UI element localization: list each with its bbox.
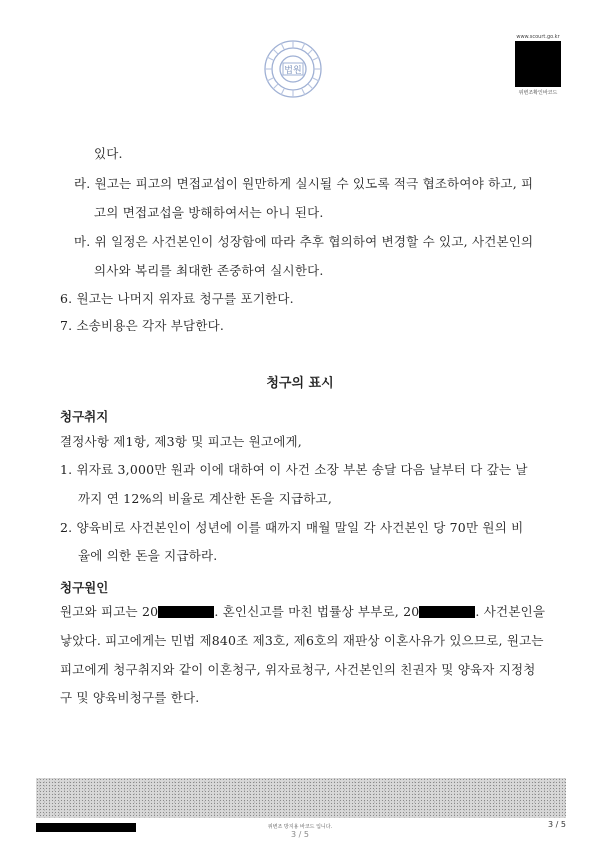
page-number-center: 3 / 5 [291, 830, 309, 839]
claim-line: 결정사항 제1항, 제3항 및 피고는 원고에게, [60, 434, 302, 449]
body-line: 6. 원고는 나머지 위자료 청구를 포기한다. [60, 291, 294, 306]
footer-note: 위변조 방지용 바코드 입니다. [267, 824, 333, 830]
claim-line: 2. 양육비로 사건본인이 성년에 이를 때까지 매월 말일 각 사건본인 당 70만 원의 비 [60, 520, 524, 535]
cause-line [60, 604, 545, 620]
cause-line: 구 및 양육비청구를 한다. [60, 690, 200, 705]
body-line: 라. 원고는 피고의 면접교섭이 원만하게 실시될 수 있도록 적극 협조하여야 하고, 피 [74, 176, 534, 191]
claim-cause-heading: 청구원인 [60, 580, 109, 595]
claim-line: 1. 위자료 3,000만 원과 이에 대하여 이 사건 소장 부본 송달 다음 날부터 다 갚는 날 [60, 462, 528, 477]
anti-forgery-barcode [36, 778, 566, 818]
court-emblem [262, 38, 324, 100]
verification-qr-code [515, 41, 561, 87]
qr-url: www.scourt.go.kr [516, 34, 560, 40]
redaction-box [419, 606, 475, 618]
body-line: 고의 면접교섭을 방해하여서는 아니 된다. [94, 205, 324, 220]
cause-text: . 사건본인을 [475, 604, 546, 619]
claim-line: 까지 연 12%의 비율로 계산한 돈을 지급하고, [78, 491, 332, 506]
emblem-label: 법원 [284, 66, 302, 76]
cause-text: 원고와 피고는 20 [60, 604, 159, 619]
body-line: 있다. [94, 146, 123, 161]
cause-line: 피고에게 청구취지와 같이 이혼청구, 위자료청구, 사건본인의 친권자 및 양육자 지정청 [60, 662, 536, 677]
cause-line: 낳았다. 피고에게는 민법 제840조 제3호, 제6호의 재판상 이혼사유가 있으므로, 원고는 [60, 633, 544, 648]
body-line: 7. 소송비용은 각자 부담한다. [60, 318, 225, 333]
claim-purpose-heading: 청구취지 [60, 409, 109, 424]
page-number: 3 / 5 [548, 820, 566, 829]
redaction-box [158, 606, 214, 618]
body-line: 마. 위 일정은 사건본인이 성장함에 따라 추후 협의하여 변경할 수 있고, 사건본인의 [74, 234, 534, 249]
body-line: 의사와 복리를 최대한 존중하여 실시한다. [94, 263, 324, 278]
cause-text: . 혼인신고를 마친 법률상 부부로, 20 [214, 604, 420, 619]
section-title: 청구의 표시 [266, 376, 334, 391]
claim-line: 율에 의한 돈을 지급하라. [78, 548, 218, 563]
qr-caption: 위변조확인바코드 [518, 90, 558, 96]
